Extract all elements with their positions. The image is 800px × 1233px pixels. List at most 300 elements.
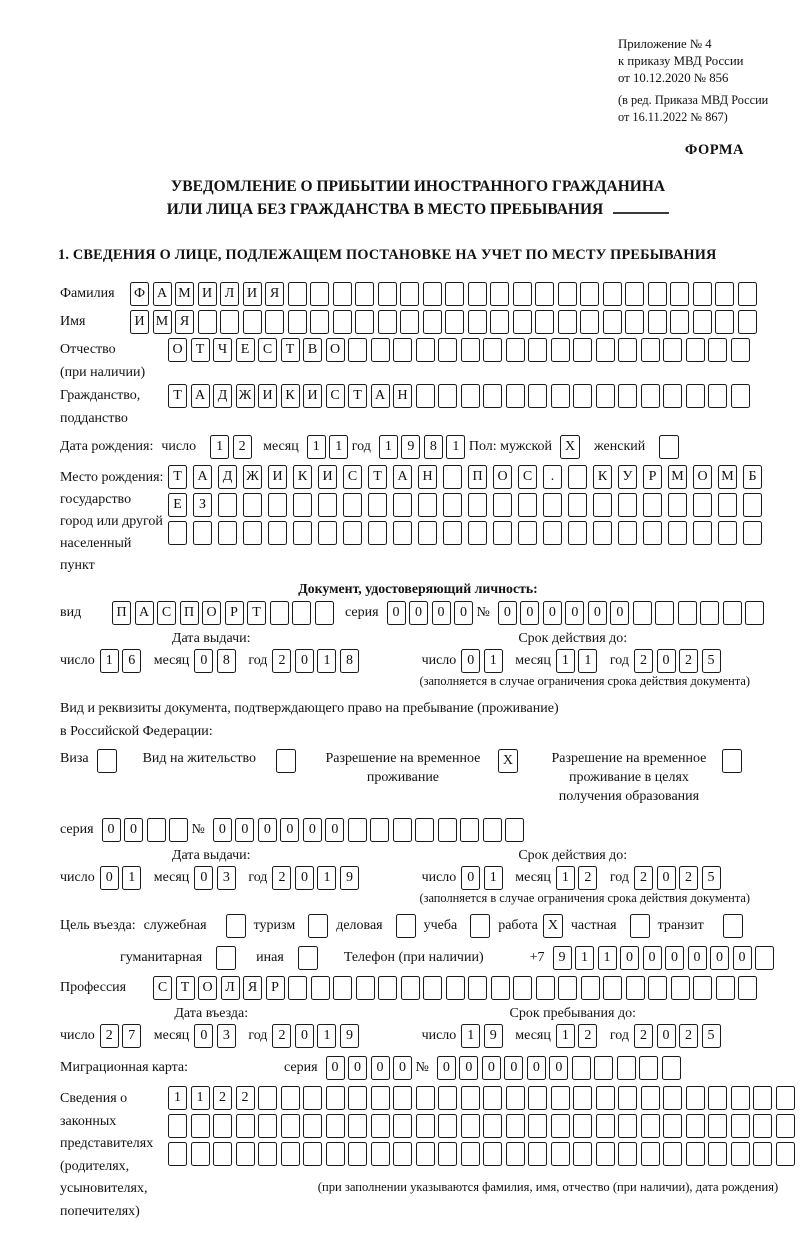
char-cell[interactable] (743, 493, 762, 517)
char-cell[interactable]: 1 (210, 435, 229, 459)
char-cell[interactable] (558, 976, 577, 1000)
char-cell[interactable] (310, 282, 329, 306)
char-cell[interactable]: С (518, 465, 537, 489)
char-cell[interactable] (393, 1114, 412, 1138)
char-cell[interactable] (506, 1114, 525, 1138)
char-cell[interactable] (633, 601, 652, 625)
birth-month-cells[interactable] (307, 435, 352, 459)
char-cell[interactable] (641, 1086, 660, 1110)
residence-issue-year-cells[interactable] (272, 866, 362, 890)
char-cell[interactable]: 2 (679, 649, 698, 673)
char-cell[interactable] (198, 310, 217, 334)
char-cell[interactable]: Ж (236, 384, 255, 408)
char-cell[interactable] (438, 818, 457, 842)
char-cell[interactable] (468, 282, 487, 306)
char-cell[interactable] (708, 1086, 727, 1110)
char-cell[interactable]: И (268, 465, 287, 489)
stay-day-cells[interactable] (461, 1024, 506, 1048)
char-cell[interactable] (551, 384, 570, 408)
char-cell[interactable]: 0 (303, 818, 322, 842)
char-cell[interactable] (281, 1114, 300, 1138)
char-cell[interactable]: 1 (379, 435, 398, 459)
identity-valid-month-cells[interactable] (556, 649, 601, 673)
char-cell[interactable]: 1 (446, 435, 465, 459)
char-cell[interactable] (648, 310, 667, 334)
char-cell[interactable] (535, 310, 554, 334)
char-cell[interactable] (393, 493, 412, 517)
char-cell[interactable]: 0 (409, 601, 428, 625)
char-cell[interactable] (513, 976, 532, 1000)
char-cell[interactable] (226, 914, 246, 938)
char-cell[interactable]: 0 (295, 1024, 314, 1048)
char-cell[interactable] (483, 1114, 502, 1138)
char-cell[interactable] (393, 1086, 412, 1110)
char-cell[interactable] (618, 493, 637, 517)
given-name-cells[interactable] (130, 310, 760, 334)
char-cell[interactable]: Ж (243, 465, 262, 489)
char-cell[interactable]: 0 (549, 1056, 568, 1080)
purpose-transit-checkbox[interactable] (723, 914, 743, 938)
char-cell[interactable]: 0 (527, 1056, 546, 1080)
char-cell[interactable]: 6 (122, 649, 141, 673)
char-cell[interactable] (596, 1114, 615, 1138)
char-cell[interactable]: О (168, 338, 187, 362)
char-cell[interactable] (418, 521, 437, 545)
representatives-cells-2[interactable] (168, 1114, 798, 1138)
char-cell[interactable]: 9 (401, 435, 420, 459)
char-cell[interactable] (686, 384, 705, 408)
char-cell[interactable]: С (153, 976, 172, 1000)
temp-residence-edu-checkbox[interactable] (722, 749, 742, 773)
residence-issue-day-cells[interactable] (100, 866, 145, 890)
char-cell[interactable] (670, 282, 689, 306)
identity-valid-year-cells[interactable] (634, 649, 724, 673)
char-cell[interactable]: Д (213, 384, 232, 408)
char-cell[interactable]: И (198, 282, 217, 306)
char-cell[interactable] (543, 493, 562, 517)
char-cell[interactable]: 1 (556, 649, 575, 673)
char-cell[interactable] (213, 1142, 232, 1166)
char-cell[interactable]: 0 (194, 1024, 213, 1048)
char-cell[interactable] (663, 338, 682, 362)
char-cell[interactable] (348, 818, 367, 842)
char-cell[interactable]: О (198, 976, 217, 1000)
char-cell[interactable]: К (293, 465, 312, 489)
char-cell[interactable] (513, 282, 532, 306)
char-cell[interactable] (400, 282, 419, 306)
char-cell[interactable]: А (371, 384, 390, 408)
char-cell[interactable] (423, 282, 442, 306)
char-cell[interactable]: 0 (348, 1056, 367, 1080)
char-cell[interactable]: 1 (484, 866, 503, 890)
gender-female-checkbox[interactable] (659, 435, 679, 459)
char-cell[interactable] (270, 601, 289, 625)
char-cell[interactable] (318, 493, 337, 517)
char-cell[interactable] (659, 435, 679, 459)
char-cell[interactable] (513, 310, 532, 334)
char-cell[interactable] (700, 601, 719, 625)
identity-number-cells[interactable] (498, 601, 768, 625)
char-cell[interactable]: К (593, 465, 612, 489)
char-cell[interactable] (693, 282, 712, 306)
char-cell[interactable] (596, 338, 615, 362)
char-cell[interactable] (723, 914, 743, 938)
char-cell[interactable] (371, 338, 390, 362)
char-cell[interactable]: И (318, 465, 337, 489)
char-cell[interactable]: Л (221, 976, 240, 1000)
char-cell[interactable] (461, 1086, 480, 1110)
char-cell[interactable]: 0 (498, 601, 517, 625)
char-cell[interactable] (776, 1086, 795, 1110)
char-cell[interactable] (438, 1114, 457, 1138)
char-cell[interactable] (573, 384, 592, 408)
char-cell[interactable]: X (543, 914, 563, 938)
char-cell[interactable] (731, 338, 750, 362)
char-cell[interactable] (493, 521, 512, 545)
char-cell[interactable] (461, 338, 480, 362)
char-cell[interactable] (288, 282, 307, 306)
char-cell[interactable] (693, 976, 712, 1000)
char-cell[interactable] (416, 384, 435, 408)
char-cell[interactable]: 0 (657, 1024, 676, 1048)
char-cell[interactable] (371, 1086, 390, 1110)
char-cell[interactable]: 0 (688, 946, 707, 970)
char-cell[interactable] (528, 338, 547, 362)
char-cell[interactable] (423, 976, 442, 1000)
char-cell[interactable] (506, 384, 525, 408)
char-cell[interactable]: 0 (520, 601, 539, 625)
char-cell[interactable] (745, 601, 764, 625)
identity-kind-cells[interactable] (112, 601, 337, 625)
char-cell[interactable] (265, 310, 284, 334)
char-cell[interactable] (641, 338, 660, 362)
char-cell[interactable] (191, 1142, 210, 1166)
char-cell[interactable] (573, 338, 592, 362)
char-cell[interactable] (716, 976, 735, 1000)
char-cell[interactable]: 0 (280, 818, 299, 842)
char-cell[interactable] (415, 818, 434, 842)
char-cell[interactable]: 0 (213, 818, 232, 842)
char-cell[interactable]: 1 (598, 946, 617, 970)
char-cell[interactable]: 0 (733, 946, 752, 970)
char-cell[interactable] (573, 1086, 592, 1110)
char-cell[interactable]: 5 (702, 1024, 721, 1048)
char-cell[interactable] (731, 1114, 750, 1138)
char-cell[interactable] (393, 818, 412, 842)
char-cell[interactable]: П (180, 601, 199, 625)
char-cell[interactable]: У (618, 465, 637, 489)
char-cell[interactable] (220, 310, 239, 334)
char-cell[interactable] (573, 1142, 592, 1166)
char-cell[interactable] (568, 465, 587, 489)
char-cell[interactable]: 2 (679, 1024, 698, 1048)
migration-series-cells[interactable] (326, 1056, 416, 1080)
char-cell[interactable] (506, 338, 525, 362)
char-cell[interactable] (293, 493, 312, 517)
char-cell[interactable] (671, 976, 690, 1000)
char-cell[interactable] (708, 338, 727, 362)
char-cell[interactable] (483, 1086, 502, 1110)
char-cell[interactable] (298, 946, 318, 970)
char-cell[interactable]: П (468, 465, 487, 489)
char-cell[interactable] (343, 493, 362, 517)
char-cell[interactable] (738, 976, 757, 1000)
char-cell[interactable]: 2 (634, 1024, 653, 1048)
char-cell[interactable] (678, 601, 697, 625)
char-cell[interactable] (168, 1114, 187, 1138)
char-cell[interactable] (446, 976, 465, 1000)
char-cell[interactable]: X (498, 749, 518, 773)
char-cell[interactable]: 8 (217, 649, 236, 673)
char-cell[interactable]: Л (220, 282, 239, 306)
char-cell[interactable]: 0 (665, 946, 684, 970)
char-cell[interactable] (641, 1114, 660, 1138)
char-cell[interactable] (461, 384, 480, 408)
char-cell[interactable] (731, 1142, 750, 1166)
char-cell[interactable]: В (303, 338, 322, 362)
char-cell[interactable]: П (112, 601, 131, 625)
char-cell[interactable]: 1 (578, 649, 597, 673)
char-cell[interactable] (443, 465, 462, 489)
char-cell[interactable] (596, 1142, 615, 1166)
char-cell[interactable]: 0 (643, 946, 662, 970)
purpose-official-checkbox[interactable] (226, 914, 246, 938)
char-cell[interactable]: 2 (233, 435, 252, 459)
char-cell[interactable] (753, 1142, 772, 1166)
char-cell[interactable] (755, 946, 774, 970)
char-cell[interactable]: 0 (610, 601, 629, 625)
char-cell[interactable] (378, 310, 397, 334)
char-cell[interactable] (276, 749, 296, 773)
char-cell[interactable]: 1 (317, 866, 336, 890)
char-cell[interactable]: И (243, 282, 262, 306)
char-cell[interactable]: И (258, 384, 277, 408)
char-cell[interactable] (288, 976, 307, 1000)
char-cell[interactable] (370, 818, 389, 842)
char-cell[interactable]: Я (243, 976, 262, 1000)
birth-day-cells[interactable] (210, 435, 255, 459)
char-cell[interactable] (686, 1114, 705, 1138)
char-cell[interactable]: Ч (213, 338, 232, 362)
char-cell[interactable]: Т (168, 384, 187, 408)
char-cell[interactable]: 2 (272, 866, 291, 890)
char-cell[interactable] (468, 310, 487, 334)
char-cell[interactable]: 2 (100, 1024, 119, 1048)
char-cell[interactable]: Т (348, 384, 367, 408)
char-cell[interactable]: 1 (191, 1086, 210, 1110)
char-cell[interactable] (292, 601, 311, 625)
char-cell[interactable] (663, 1114, 682, 1138)
char-cell[interactable]: 1 (484, 649, 503, 673)
char-cell[interactable] (723, 601, 742, 625)
char-cell[interactable] (348, 1142, 367, 1166)
char-cell[interactable] (318, 521, 337, 545)
stay-month-cells[interactable] (556, 1024, 601, 1048)
entry-year-cells[interactable] (272, 1024, 362, 1048)
char-cell[interactable]: 0 (194, 649, 213, 673)
char-cell[interactable]: М (718, 465, 737, 489)
char-cell[interactable]: 9 (553, 946, 572, 970)
char-cell[interactable] (722, 749, 742, 773)
residence-permit-checkbox[interactable] (276, 749, 296, 773)
purpose-work-checkbox[interactable] (543, 914, 563, 938)
char-cell[interactable] (505, 818, 524, 842)
char-cell[interactable] (348, 1086, 367, 1110)
char-cell[interactable] (218, 521, 237, 545)
char-cell[interactable]: 0 (258, 818, 277, 842)
char-cell[interactable] (461, 1114, 480, 1138)
char-cell[interactable] (693, 493, 712, 517)
char-cell[interactable]: О (326, 338, 345, 362)
char-cell[interactable] (662, 1056, 681, 1080)
char-cell[interactable]: 5 (702, 866, 721, 890)
char-cell[interactable] (268, 521, 287, 545)
char-cell[interactable] (311, 976, 330, 1000)
char-cell[interactable] (326, 1142, 345, 1166)
char-cell[interactable] (191, 1114, 210, 1138)
profession-cells[interactable] (153, 976, 761, 1000)
char-cell[interactable] (236, 1142, 255, 1166)
char-cell[interactable] (461, 1142, 480, 1166)
char-cell[interactable]: 3 (217, 866, 236, 890)
char-cell[interactable]: 0 (459, 1056, 478, 1080)
char-cell[interactable]: З (193, 493, 212, 517)
representatives-cells-3[interactable] (168, 1142, 798, 1166)
birth-place-cells-1[interactable] (168, 465, 768, 489)
char-cell[interactable]: Д (218, 465, 237, 489)
char-cell[interactable]: 2 (679, 866, 698, 890)
char-cell[interactable]: А (393, 465, 412, 489)
char-cell[interactable] (168, 521, 187, 545)
birth-place-cells-2[interactable] (168, 493, 768, 517)
char-cell[interactable] (551, 1114, 570, 1138)
char-cell[interactable]: . (543, 465, 562, 489)
char-cell[interactable] (641, 384, 660, 408)
char-cell[interactable] (169, 818, 188, 842)
char-cell[interactable]: 3 (217, 1024, 236, 1048)
char-cell[interactable]: 0 (432, 601, 451, 625)
char-cell[interactable]: Е (236, 338, 255, 362)
char-cell[interactable] (281, 1142, 300, 1166)
surname-cells[interactable] (130, 282, 760, 306)
char-cell[interactable]: 2 (578, 1024, 597, 1048)
char-cell[interactable] (715, 310, 734, 334)
char-cell[interactable] (333, 282, 352, 306)
char-cell[interactable] (715, 282, 734, 306)
char-cell[interactable]: 1 (100, 649, 119, 673)
char-cell[interactable]: 0 (325, 818, 344, 842)
char-cell[interactable] (518, 493, 537, 517)
char-cell[interactable] (551, 1142, 570, 1166)
char-cell[interactable] (468, 976, 487, 1000)
char-cell[interactable]: Н (393, 384, 412, 408)
char-cell[interactable] (558, 310, 577, 334)
char-cell[interactable] (193, 521, 212, 545)
char-cell[interactable] (356, 976, 375, 1000)
char-cell[interactable]: 0 (100, 866, 119, 890)
char-cell[interactable]: 2 (578, 866, 597, 890)
char-cell[interactable] (708, 1114, 727, 1138)
residence-series-cells[interactable] (102, 818, 192, 842)
char-cell[interactable] (445, 310, 464, 334)
char-cell[interactable]: Е (168, 493, 187, 517)
char-cell[interactable] (483, 1142, 502, 1166)
char-cell[interactable] (97, 749, 117, 773)
char-cell[interactable] (243, 310, 262, 334)
char-cell[interactable] (378, 976, 397, 1000)
char-cell[interactable] (243, 493, 262, 517)
char-cell[interactable] (536, 976, 555, 1000)
char-cell[interactable]: А (193, 465, 212, 489)
char-cell[interactable] (506, 1142, 525, 1166)
char-cell[interactable]: К (281, 384, 300, 408)
char-cell[interactable] (686, 338, 705, 362)
char-cell[interactable]: Т (176, 976, 195, 1000)
char-cell[interactable]: 1 (575, 946, 594, 970)
char-cell[interactable] (443, 493, 462, 517)
stay-year-cells[interactable] (634, 1024, 724, 1048)
entry-month-cells[interactable] (194, 1024, 239, 1048)
char-cell[interactable] (738, 282, 757, 306)
identity-issue-month-cells[interactable] (194, 649, 239, 673)
entry-day-cells[interactable] (100, 1024, 145, 1048)
char-cell[interactable] (670, 310, 689, 334)
char-cell[interactable]: А (191, 384, 210, 408)
char-cell[interactable] (617, 1056, 636, 1080)
char-cell[interactable]: 8 (424, 435, 443, 459)
char-cell[interactable] (568, 493, 587, 517)
char-cell[interactable] (396, 914, 416, 938)
char-cell[interactable] (393, 521, 412, 545)
residence-number-cells[interactable] (213, 818, 528, 842)
identity-issue-year-cells[interactable] (272, 649, 362, 673)
purpose-tourism-checkbox[interactable] (308, 914, 328, 938)
char-cell[interactable]: Т (168, 465, 187, 489)
residence-valid-year-cells[interactable] (634, 866, 724, 890)
char-cell[interactable] (216, 946, 236, 970)
char-cell[interactable] (236, 1114, 255, 1138)
char-cell[interactable] (445, 282, 464, 306)
char-cell[interactable]: 0 (461, 866, 480, 890)
char-cell[interactable] (535, 282, 554, 306)
char-cell[interactable] (738, 310, 757, 334)
char-cell[interactable] (603, 976, 622, 1000)
char-cell[interactable] (580, 282, 599, 306)
char-cell[interactable] (483, 338, 502, 362)
char-cell[interactable] (416, 1086, 435, 1110)
char-cell[interactable] (438, 338, 457, 362)
char-cell[interactable] (518, 521, 537, 545)
char-cell[interactable]: С (343, 465, 362, 489)
char-cell[interactable] (528, 1142, 547, 1166)
char-cell[interactable]: 1 (329, 435, 348, 459)
char-cell[interactable] (551, 1086, 570, 1110)
char-cell[interactable]: 0 (235, 818, 254, 842)
char-cell[interactable] (596, 1086, 615, 1110)
char-cell[interactable]: Т (281, 338, 300, 362)
char-cell[interactable] (168, 1142, 187, 1166)
char-cell[interactable] (423, 310, 442, 334)
char-cell[interactable]: Я (265, 282, 284, 306)
residence-issue-month-cells[interactable] (194, 866, 239, 890)
char-cell[interactable]: Ф (130, 282, 149, 306)
char-cell[interactable] (268, 493, 287, 517)
char-cell[interactable] (258, 1142, 277, 1166)
char-cell[interactable] (668, 493, 687, 517)
char-cell[interactable] (618, 1142, 637, 1166)
char-cell[interactable] (753, 1114, 772, 1138)
char-cell[interactable] (618, 338, 637, 362)
